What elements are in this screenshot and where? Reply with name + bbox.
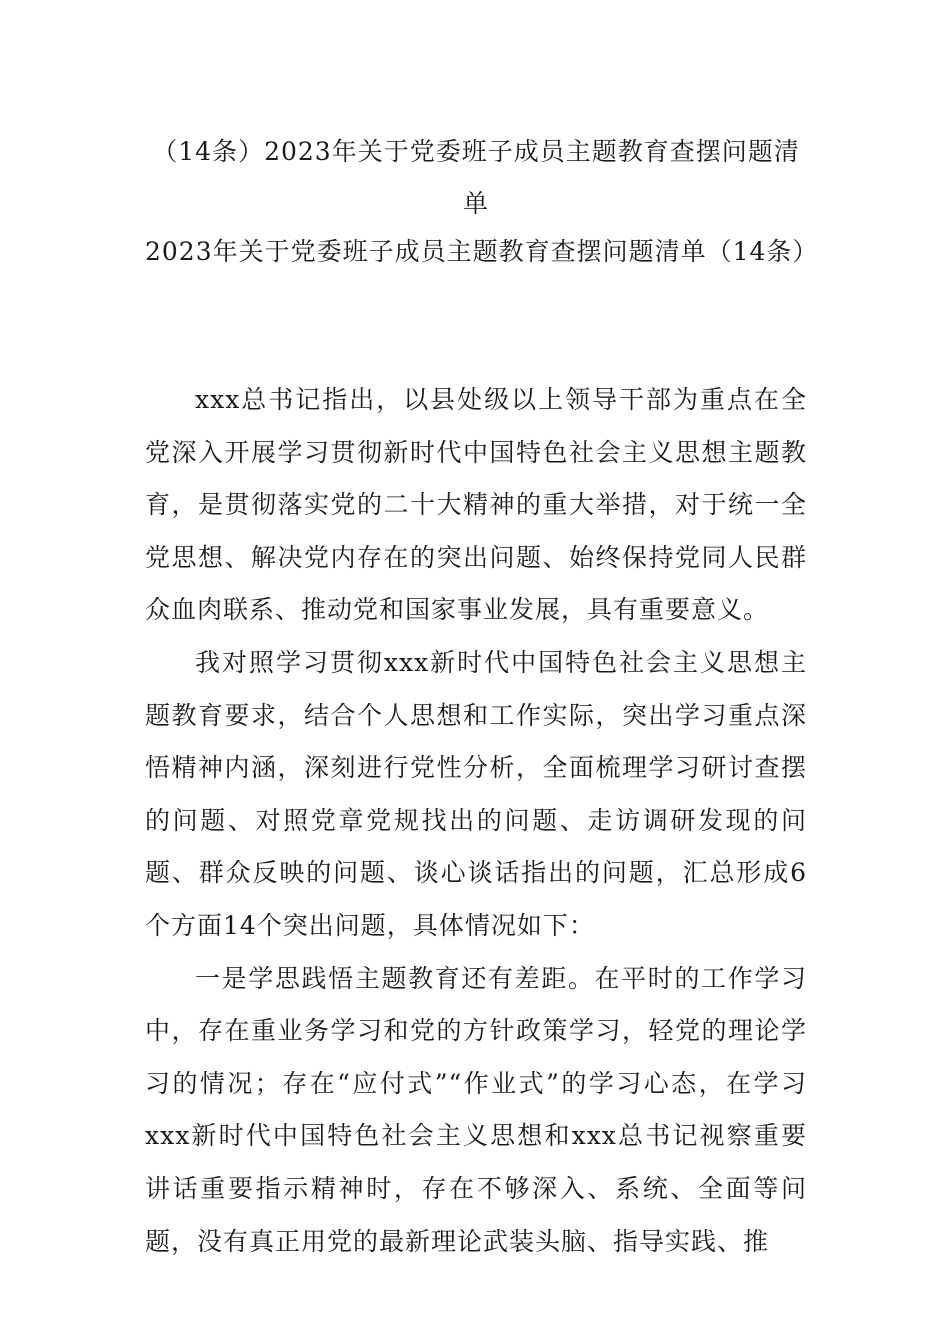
document-subtitle: 2023年关于党委班子成员主题教育查摆问题清单（14条） <box>145 237 819 266</box>
document-body <box>145 374 807 1268</box>
body-paragraph: xxx总书记指出，以县处级以上领导干部为重点在全党深入开展学习贯彻新时代中国特色社会主义思想主题教育，是贯彻落实党的二十大精神的重大举措，对于统一全党思想、解决党内存在的突出问题、始终保持党同人民群众血肉联系、推动党和国家事业发展，具有重要意义。 <box>145 385 807 625</box>
body-paragraph: 我对照学习贯彻xxx新时代中国特色社会主义思想主题教育要求，结合个人思想和工作实际，突出学习重点深悟精神内涵，深刻进行党性分析，全面梳理学习研讨查摆的问题、对照党章党规找出的问题、走访调研发现的问题、群众反映的问题、谈心谈话指出的问题，汇总形成6个方面14个突出问题，具体情况如下： <box>145 647 807 940</box>
document-title: （14条）2023年关于党委班子成员主题教育查摆问题清单 <box>152 137 800 218</box>
body-paragraph: 一是学思践悟主题教育还有差距。在平时的工作学习中，存在重业务学习和党的方针政策学习，轻党的理论学习的情况；存在“应付式”“作业式”的学习心态，在学习xxx新时代中国特色社会主义思想和xxx总书记视察重要讲话重要指示精神时，存在不够深入、系统、全面等问题，没有真正用党的最新理论武装头脑、指导实践、推 <box>145 963 807 1256</box>
